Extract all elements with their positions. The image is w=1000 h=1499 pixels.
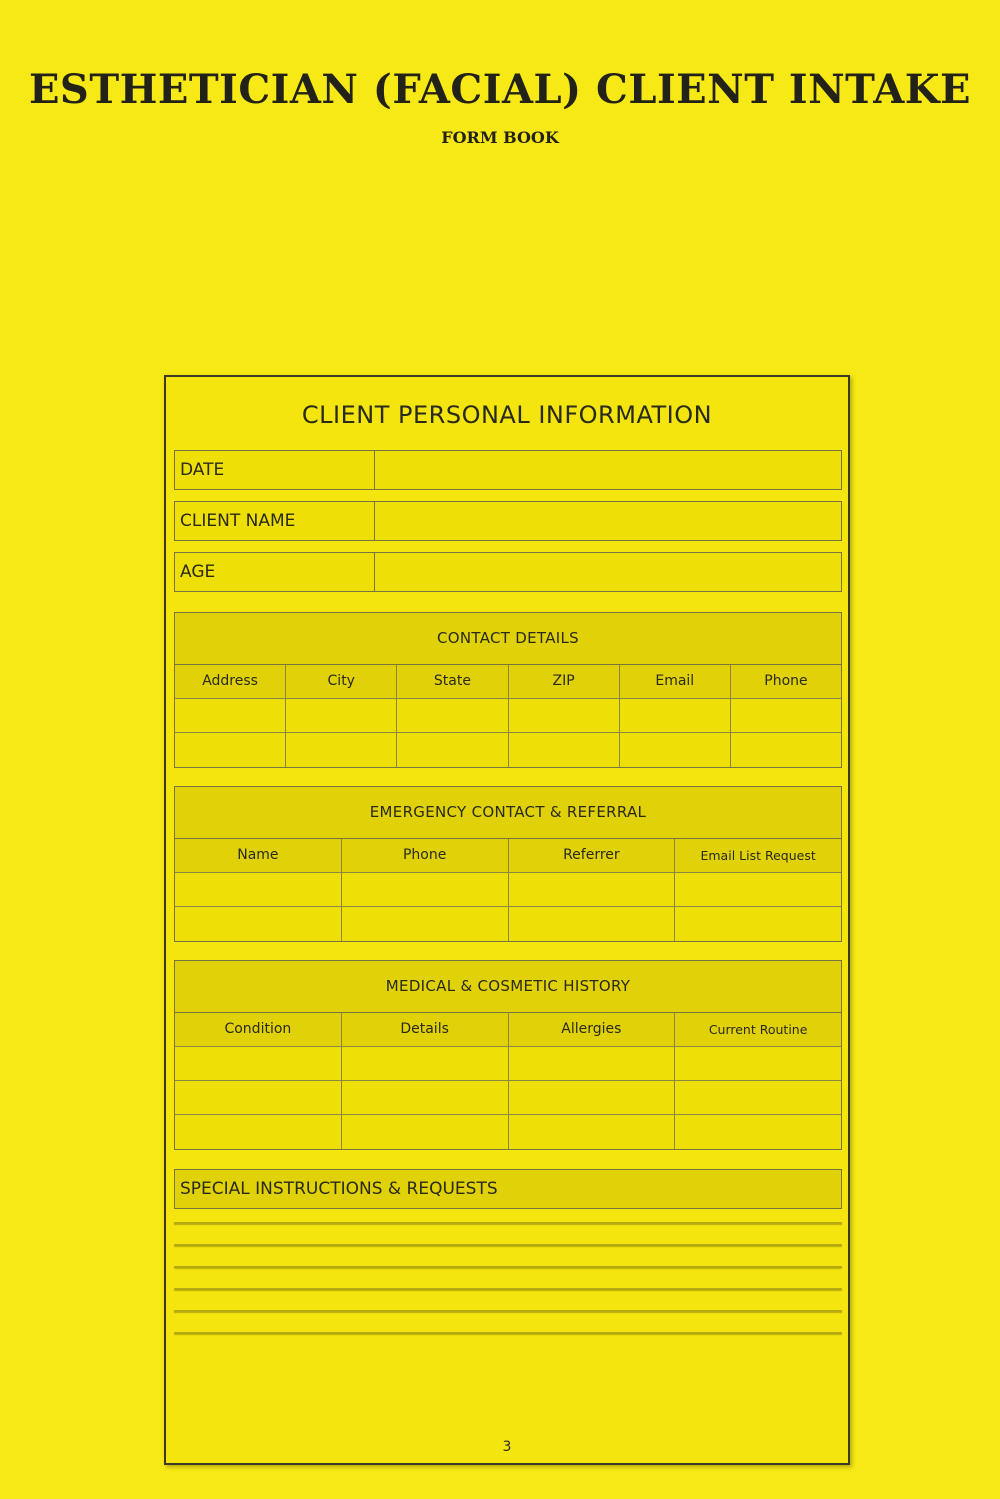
date-input[interactable] bbox=[375, 451, 841, 489]
table-cell[interactable] bbox=[675, 1115, 841, 1149]
age-field-row bbox=[174, 552, 842, 592]
column-header-email: Email bbox=[620, 665, 731, 698]
table-cell[interactable] bbox=[509, 873, 676, 906]
table-row bbox=[175, 1115, 841, 1149]
table-cell[interactable] bbox=[509, 907, 676, 941]
writing-line[interactable] bbox=[174, 1244, 842, 1246]
table-cell[interactable] bbox=[286, 733, 397, 767]
writing-line[interactable] bbox=[174, 1222, 842, 1224]
table-cell[interactable] bbox=[675, 873, 841, 906]
table-cell[interactable] bbox=[175, 873, 342, 906]
table-row bbox=[175, 907, 841, 941]
table-cell[interactable] bbox=[675, 1047, 841, 1080]
table-cell[interactable] bbox=[342, 907, 509, 941]
table-cell[interactable] bbox=[509, 1081, 676, 1114]
column-header-details: Details bbox=[342, 1013, 509, 1046]
column-header-name: Name bbox=[175, 839, 342, 872]
table-header-row bbox=[175, 1013, 841, 1047]
contact-details-caption: CONTACT DETAILS bbox=[175, 613, 841, 665]
contact-details-table bbox=[174, 612, 842, 768]
writing-line[interactable] bbox=[174, 1288, 842, 1290]
client-name-label: CLIENT NAME bbox=[175, 502, 375, 540]
table-cell[interactable] bbox=[175, 1081, 342, 1114]
table-cell[interactable] bbox=[620, 733, 731, 767]
medical-history-table bbox=[174, 960, 842, 1150]
table-cell[interactable] bbox=[509, 1115, 676, 1149]
table-cell[interactable] bbox=[675, 1081, 841, 1114]
table-cell[interactable] bbox=[175, 1047, 342, 1080]
emergency-contact-caption: EMERGENCY CONTACT & REFERRAL bbox=[175, 787, 841, 839]
page-title: ESTHETICIAN (FACIAL) CLIENT INTAKE bbox=[28, 66, 972, 113]
special-instructions-header: SPECIAL INSTRUCTIONS & REQUESTS bbox=[174, 1169, 842, 1209]
table-row bbox=[175, 1047, 841, 1081]
table-cell[interactable] bbox=[342, 1081, 509, 1114]
date-label: DATE bbox=[175, 451, 375, 489]
column-header-phone: Phone bbox=[342, 839, 509, 872]
column-header-email-list-request: Email List Request bbox=[700, 848, 816, 863]
table-cell[interactable] bbox=[175, 1115, 342, 1149]
date-field-row bbox=[174, 450, 842, 490]
table-cell[interactable] bbox=[397, 733, 508, 767]
table-cell[interactable] bbox=[175, 907, 342, 941]
table-cell[interactable] bbox=[509, 1047, 676, 1080]
column-header-state: State bbox=[397, 665, 508, 698]
table-cell[interactable] bbox=[731, 733, 841, 767]
table-cell[interactable] bbox=[509, 699, 620, 732]
page-subtitle: FORM BOOK bbox=[441, 128, 559, 147]
table-cell[interactable] bbox=[397, 699, 508, 732]
column-header-address: Address bbox=[175, 665, 286, 698]
writing-line[interactable] bbox=[174, 1266, 842, 1268]
table-cell[interactable] bbox=[342, 1047, 509, 1080]
form-title: CLIENT PERSONAL INFORMATION bbox=[301, 401, 713, 429]
table-cell[interactable] bbox=[509, 733, 620, 767]
column-header-current-routine: Current Routine bbox=[708, 1022, 808, 1037]
table-cell[interactable] bbox=[342, 1115, 509, 1149]
table-row bbox=[175, 1081, 841, 1115]
column-header-city: City bbox=[286, 665, 397, 698]
table-cell[interactable] bbox=[620, 699, 731, 732]
column-header-condition: Condition bbox=[175, 1013, 342, 1046]
column-header-allergies: Allergies bbox=[509, 1013, 676, 1046]
client-name-input[interactable] bbox=[375, 502, 841, 540]
table-row bbox=[175, 873, 841, 907]
medical-history-caption: MEDICAL & COSMETIC HISTORY bbox=[175, 961, 841, 1013]
client-name-field-row bbox=[174, 501, 842, 541]
table-row bbox=[175, 699, 841, 733]
table-cell[interactable] bbox=[731, 699, 841, 732]
writing-line[interactable] bbox=[174, 1310, 842, 1312]
page-number: 3 bbox=[502, 1439, 512, 1455]
table-row bbox=[175, 733, 841, 767]
table-cell[interactable] bbox=[175, 733, 286, 767]
intake-form-sheet bbox=[164, 375, 850, 1465]
age-label: AGE bbox=[175, 553, 375, 591]
table-cell[interactable] bbox=[175, 699, 286, 732]
column-header-referrer: Referrer bbox=[509, 839, 676, 872]
table-cell[interactable] bbox=[342, 873, 509, 906]
writing-line[interactable] bbox=[174, 1332, 842, 1334]
table-header-row bbox=[175, 839, 841, 873]
table-cell[interactable] bbox=[675, 907, 841, 941]
column-header-phone: Phone bbox=[764, 673, 808, 689]
emergency-contact-table bbox=[174, 786, 842, 942]
column-header-zip: ZIP bbox=[509, 665, 620, 698]
table-header-row bbox=[175, 665, 841, 699]
age-input[interactable] bbox=[375, 553, 841, 591]
table-cell[interactable] bbox=[286, 699, 397, 732]
